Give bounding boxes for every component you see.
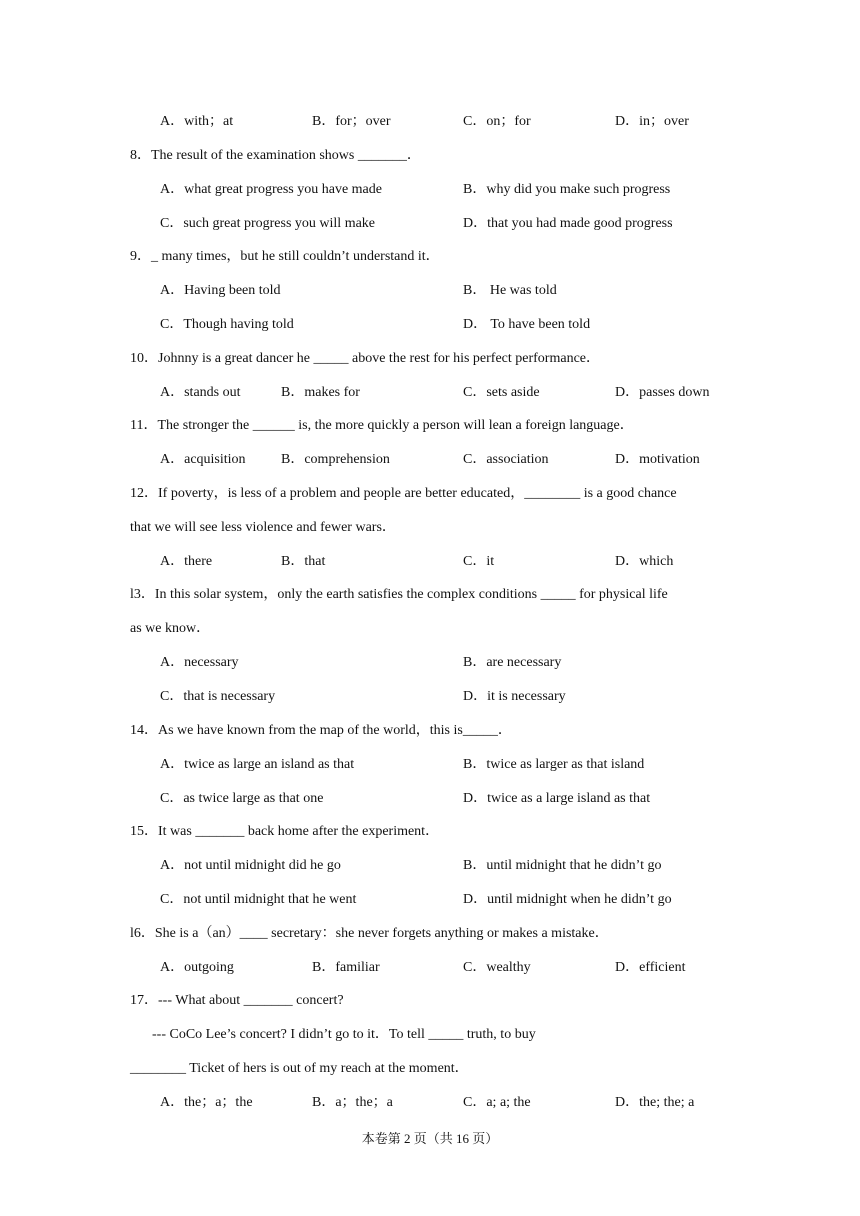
q14-option-d[interactable]: D．twice as a large island as that: [463, 791, 651, 806]
q8-stem: 8．The result of the examination shows _______．: [130, 148, 421, 163]
q9-stem: 9．_ many times，but he still couldn’t understand it．: [130, 249, 440, 264]
q13-option-c[interactable]: C．that is necessary: [160, 689, 276, 704]
q14-option-a[interactable]: A．twice as large an island as that: [160, 757, 355, 772]
page-footer: 本卷第 2 页（共 16 页）: [361, 1131, 499, 1146]
q17-option-b[interactable]: B．a；the；a: [312, 1095, 393, 1110]
q14-option-c[interactable]: C．as twice large as that one: [160, 791, 324, 806]
q8-option-c[interactable]: C．such great progress you will make: [160, 216, 376, 231]
q17-option-c[interactable]: C．a; a; the: [463, 1095, 531, 1110]
q8-option-b[interactable]: B．why did you make such progress: [463, 182, 671, 197]
q13-stem-continued: as we know．: [130, 621, 211, 636]
q10-option-a[interactable]: A．stands out: [160, 385, 241, 400]
q10-option-d[interactable]: D．passes down: [615, 385, 710, 400]
q7-option-b[interactable]: B．for；over: [312, 114, 391, 129]
q11-stem: 11．The stronger the ______ is, the more quickly a person will lean a foreign language．: [130, 418, 634, 433]
q10-option-b[interactable]: B．makes for: [281, 385, 360, 400]
q9-option-a[interactable]: A．Having been told: [160, 283, 281, 298]
q8-option-a[interactable]: A．what great progress you have made: [160, 182, 382, 197]
q7-option-a[interactable]: A．with；at: [160, 114, 234, 129]
q16-option-a[interactable]: A．outgoing: [160, 960, 234, 975]
q17-dialog-line-2: ________ Ticket of hers is out of my reach at the moment．: [130, 1061, 469, 1076]
q10-stem: 10．Johnny is a great dancer he _____ above the rest for his perfect performance．: [130, 351, 600, 366]
q12-option-b[interactable]: B．that: [281, 554, 326, 569]
q12-option-a[interactable]: A．there: [160, 554, 213, 569]
q9-option-d[interactable]: D． To have been told: [463, 317, 591, 332]
q7-option-d[interactable]: D．in；over: [615, 114, 689, 129]
q15-option-b[interactable]: B．until midnight that he didn’t go: [463, 858, 662, 873]
q16-stem: l6．She is a（an）____ secretary：she never forgets anything or makes a mistake．: [130, 926, 609, 941]
q17-dialog-line-1: --- CoCo Lee’s concert? I didn’t go to it．To tell _____ truth, to buy: [152, 1027, 536, 1042]
q11-option-b[interactable]: B．comprehension: [281, 452, 390, 467]
q13-option-b[interactable]: B．are necessary: [463, 655, 562, 670]
q10-option-c[interactable]: C．sets aside: [463, 385, 540, 400]
q15-option-d[interactable]: D．until midnight when he didn’t go: [463, 892, 672, 907]
q8-option-d[interactable]: D．that you had made good progress: [463, 216, 673, 231]
q11-option-a[interactable]: A．acquisition: [160, 452, 246, 467]
q7-option-c[interactable]: C．on；for: [463, 114, 531, 129]
q15-option-a[interactable]: A．not until midnight did he go: [160, 858, 341, 873]
q9-option-c[interactable]: C．Though having told: [160, 317, 294, 332]
q12-stem-continued: that we will see less violence and fewer wars．: [130, 520, 396, 535]
q11-option-d[interactable]: D．motivation: [615, 452, 700, 467]
q13-option-d[interactable]: D．it is necessary: [463, 689, 566, 704]
q16-option-c[interactable]: C．wealthy: [463, 960, 531, 975]
q13-stem: l3．In this solar system，only the earth satisfies the complex conditions _____ for physical life: [130, 587, 668, 602]
q15-option-c[interactable]: C．not until midnight that he went: [160, 892, 357, 907]
q12-option-d[interactable]: D．which: [615, 554, 674, 569]
q9-option-b[interactable]: B． He was told: [463, 283, 557, 298]
q17-option-a[interactable]: A．the；a；the: [160, 1095, 253, 1110]
q17-option-d[interactable]: D．the; the; a: [615, 1095, 695, 1110]
q14-option-b[interactable]: B．twice as larger as that island: [463, 757, 645, 772]
q13-option-a[interactable]: A．necessary: [160, 655, 239, 670]
q14-stem: 14．As we have known from the map of the world，this is_____．: [130, 723, 512, 738]
q17-stem: 17．--- What about _______ concert?: [130, 993, 344, 1008]
q15-stem: 15．It was _______ back home after the experiment．: [130, 824, 440, 839]
q11-option-c[interactable]: C．association: [463, 452, 549, 467]
q16-option-d[interactable]: D．efficient: [615, 960, 686, 975]
q12-option-c[interactable]: C．it: [463, 554, 495, 569]
q12-stem: 12．If poverty，is less of a problem and people are better educated，________ is a good chance: [130, 486, 677, 501]
q16-option-b[interactable]: B．familiar: [312, 960, 380, 975]
